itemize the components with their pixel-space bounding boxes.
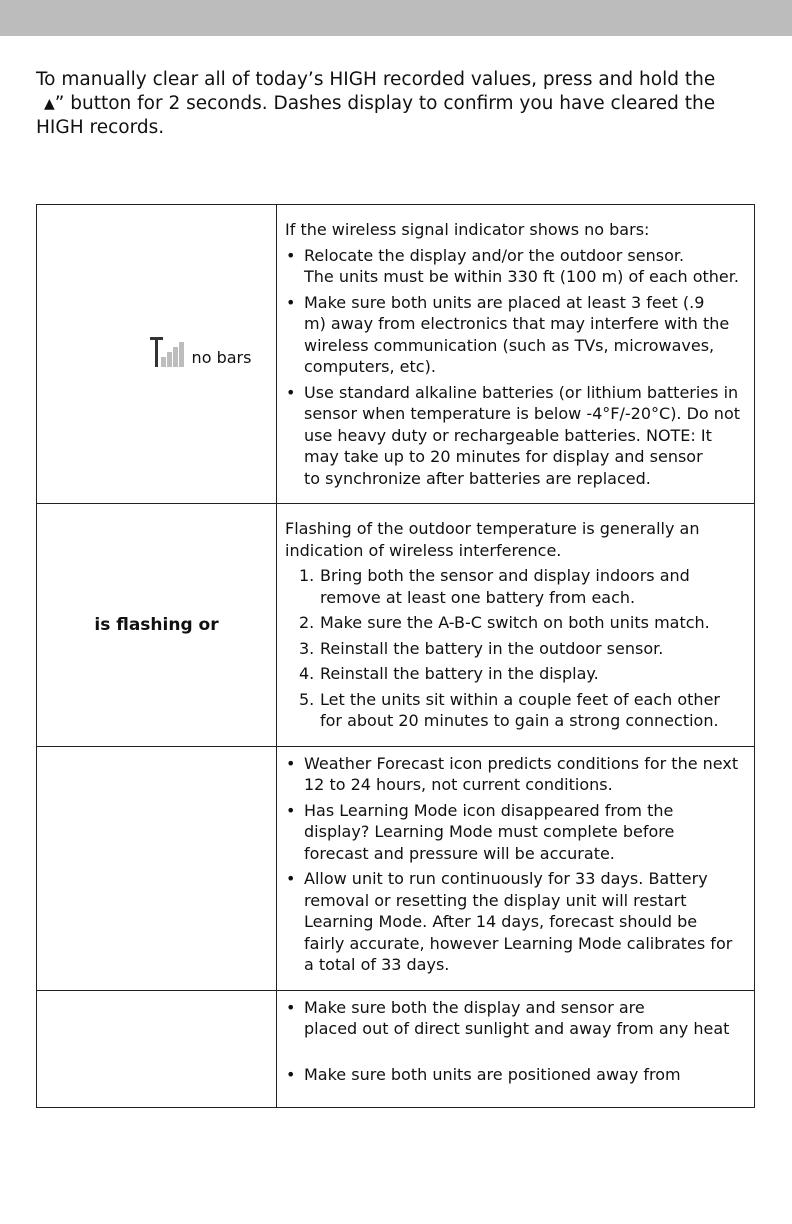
intro-line-1: To manually clear all of today’s HIGH recorded values, press and hold the [36,69,716,90]
table-row [37,205,755,504]
list-item: • Use standard alkaline batteries (or lithium batteries in sensor when temperature is below -4°F/-20°C). Do not use heavy duty or rechargeable batteries. NOTE: It may take up to 20 minutes for display and sensor to synchronize after batteries are replaced. [285,382,746,490]
page-header-bar [0,0,792,36]
solution-cell [277,990,755,1107]
list-item: • Weather Forecast icon predicts conditions for the next 12 to 24 hours, not current conditions. [285,753,746,796]
problem-label: no bars [191,348,252,367]
list-item: • Has Learning Mode icon disappeared from the display? Learning Mode must complete before forecast and pressure will be accurate. [285,800,746,865]
table-row [37,990,755,1107]
solution-lead: Flashing of the outdoor temperature is generally an indication of wireless interference. [285,519,700,560]
up-arrow-icon: ▲ [44,96,55,112]
problem-cell [37,990,277,1107]
troubleshooting-table [36,204,755,1108]
problem-cell [37,205,277,504]
list-item: • Make sure both units are placed at least 3 feet (.9 m) away from electronics that may interfere with the wireless communication (such as TVs, microwaves, computers, etc). [285,292,746,378]
list-item: 2. Make sure the A-B-C switch on both units match. [299,613,710,632]
list-item: 5. Let the units sit within a couple feet of each other for about 20 minutes to gain a strong connection. [299,689,720,730]
table-row [37,746,755,990]
intro-line-2: ” button for 2 seconds. Dashes display to confirm you have cleared the [54,93,716,114]
table-row [37,504,755,747]
problem-cell [37,504,277,747]
problem-label: is flashing or [94,614,219,635]
list-item: • Make sure both the display and sensor are placed out of direct sunlight and away from any heat [285,997,746,1040]
list-item: 1. Bring both the sensor and display indoors and remove at least one battery from each. [299,566,690,607]
list-item: • Allow unit to run continuously for 33 days. Battery removal or resetting the display unit will restart Learning Mode. After 14 days, forecast should be fairly accurate, however Learning Mode calibrates for a total of 33 days. [285,868,746,976]
solution-lead: If the wireless signal indicator shows no bars: [285,220,650,239]
signal-strength-icon [150,337,184,367]
solution-cell [277,504,755,747]
list-item: 3. Reinstall the battery in the outdoor sensor. [299,638,664,658]
list-item: • Relocate the display and/or the outdoor sensor. The units must be within 330 ft (100 m) of each other. [285,245,746,288]
list-item: 4. Reinstall the battery in the display. [299,664,599,683]
intro-line-3: HIGH records. [36,117,165,138]
problem-cell [37,746,277,990]
list-item: • Make sure both units are positioned away from [285,1064,746,1086]
intro-paragraph [36,68,736,140]
solution-cell [277,746,755,990]
solution-cell [277,205,755,504]
